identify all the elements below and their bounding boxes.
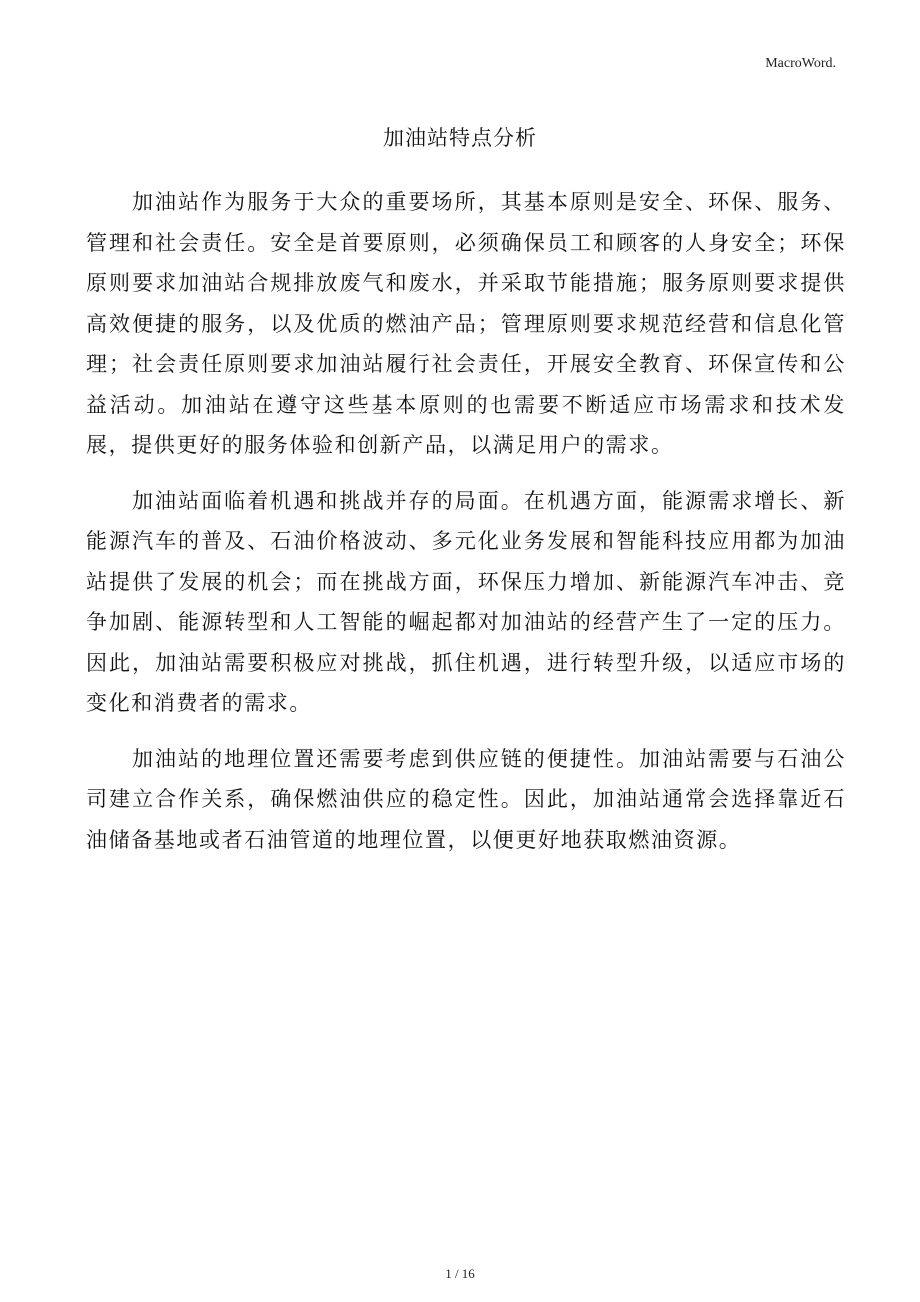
document-title: 加油站特点分析 bbox=[383, 126, 537, 150]
document-body bbox=[86, 182, 846, 875]
paragraph-2: 加油站面临着机遇和挑战并存的局面。在机遇方面，能源需求增长、新能源汽车的普及、石油价格波动、多元化业务发展和智能科技应用都为加油站提供了发展的机会；而在挑战方面，环保压力增加、新能源汽车冲击、竞争加剧、能源转型和人工智能的崛起都对加油站的经营产生了一定的压力。因此，加油站需要积极应对挑战，抓住机遇，进行转型升级，以适应市场的变化和消费者的需求。 bbox=[86, 488, 846, 715]
paragraph-1: 加油站作为服务于大众的重要场所，其基本原则是安全、环保、服务、管理和社会责任。安全是首要原则，必须确保员工和顾客的人身安全；环保原则要求加油站合规排放废气和废水，并采取节能措施；服务原则要求提供高效便捷的服务，以及优质的燃油产品；管理原则要求规范经营和信息化管理；社会责任原则要求加油站履行社会责任，开展安全教育、环保宣传和公益活动。加油站在遵守这些基本原则的也需要不断适应市场需求和技术发展，提供更好的服务体验和创新产品，以满足用户的需求。 bbox=[86, 190, 846, 457]
header-brand: MacroWord. bbox=[765, 56, 836, 71]
page-number: 1 / 16 bbox=[445, 1266, 475, 1281]
paragraph-3: 加油站的地理位置还需要考虑到供应链的便捷性。加油站需要与石油公司建立合作关系，确保燃油供应的稳定性。因此，加油站通常会选择靠近石油储备基地或者石油管道的地理位置，以便更好地获取燃油资源。 bbox=[86, 746, 846, 852]
